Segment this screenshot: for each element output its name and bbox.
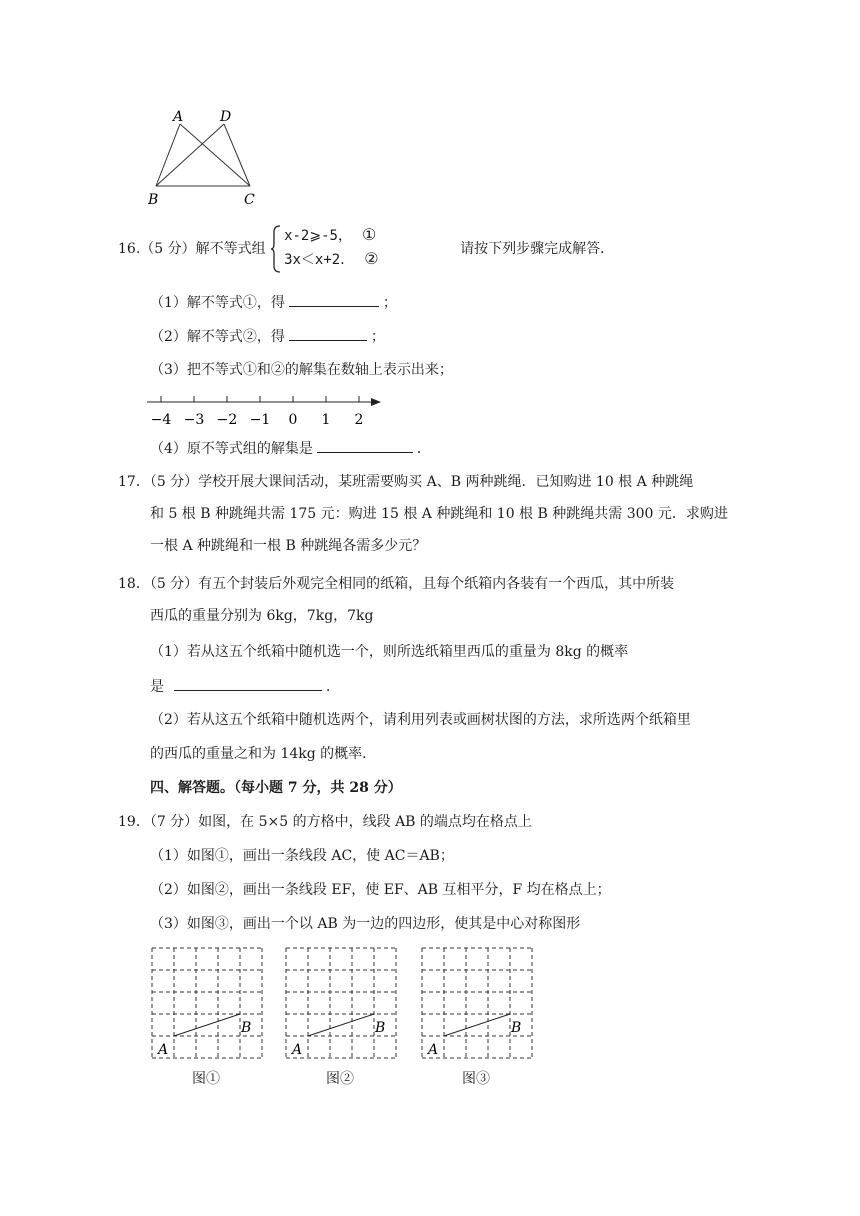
answer-blank-4[interactable] — [174, 676, 322, 691]
number-line-svg — [145, 390, 395, 430]
answer-blank-2[interactable] — [289, 326, 367, 341]
q16-step3: （3）把不等式①和②的解集在数轴上表示出来； — [150, 362, 453, 378]
grid-figure-3[interactable] — [418, 944, 538, 1069]
q16-points: （5 分） — [140, 241, 196, 257]
q16-step4: （4）原不等式组的解集是 ． — [150, 438, 431, 459]
q19-part2: （2）如图②，画出一条线段 EF，使 EF、AB 互相平分，F 均在格点上； — [150, 882, 611, 898]
grid-figure-2[interactable] — [282, 944, 402, 1069]
grid-caption-3: 图③ — [462, 1071, 490, 1087]
tick-label: 2 — [354, 412, 364, 428]
grid-label-b: B — [511, 1020, 522, 1036]
q19-part3: （3）如图③，画出一个以 AB 为一边的四边形，使其是中心对称图形 — [150, 916, 581, 932]
q19-line1: 19．（7 分）如图，在 5×5 的方格中，线段 AB 的端点均在格点上 — [118, 814, 532, 830]
brace-icon — [270, 224, 282, 274]
q16-number: 16. — [118, 241, 141, 257]
q18-line6: 的西瓜的重量之和为 14kg 的概率． — [150, 746, 377, 762]
q18-line1: 18．（5 分）有五个封装后外观完全相同的纸箱，且每个纸箱内各装有一个西瓜，其中所装 — [118, 576, 675, 592]
grid-label-a: A — [428, 1042, 439, 1058]
grid-svg-2 — [282, 944, 402, 1069]
q16-tail: 请按下列步骤完成解答． — [460, 241, 615, 257]
q18-line5: （2）若从这五个纸箱中随机选两个，请利用列表或画树状图的方法，求所选两个纸箱里 — [150, 712, 691, 728]
answer-blank-3[interactable] — [317, 438, 413, 453]
tick-label: 0 — [288, 412, 298, 428]
inequality-1: x-2⩾-5， ① — [284, 225, 377, 244]
tick-label: −4 — [150, 412, 172, 428]
section-4-title: 四、解答题。（每小题 7 分，共 28 分） — [150, 780, 402, 796]
grid-label-a: A — [292, 1042, 303, 1058]
q19-part1: （1）如图①，画出一条线段 AC，使 AC＝AB； — [150, 848, 454, 864]
q17-line2: 和 5 根 B 种跳绳共需 175 元：购进 15 根 A 种跳绳和 10 根 B 种跳绳共需 300 元．求购进 — [150, 506, 728, 522]
grid-figure-1[interactable] — [148, 944, 268, 1069]
label-d: D — [220, 109, 232, 125]
arrow-icon — [371, 398, 381, 406]
label-a: A — [173, 109, 184, 125]
tick-label: −1 — [249, 412, 271, 428]
grid-svg-3 — [418, 944, 538, 1069]
grid-svg-1 — [148, 944, 268, 1069]
triangle-diagram — [140, 108, 270, 212]
grid-caption-1: 图① — [192, 1071, 220, 1087]
grid-caption-2: 图② — [326, 1071, 354, 1087]
q17-line3: 一根 A 种跳绳和一根 B 种跳绳各需多少元？ — [150, 538, 427, 554]
tick-label: 1 — [321, 412, 331, 428]
q17-line1: 17．（5 分）学校开展大课间活动，某班需要购买 A、B 两种跳绳．已知购进 10 根 A 种跳绳 — [118, 474, 694, 490]
q16-step1: （1）解不等式①，得 ； — [150, 292, 397, 313]
answer-blank-1[interactable] — [289, 292, 379, 307]
tick-label: −3 — [183, 412, 205, 428]
grid-label-a: A — [158, 1042, 169, 1058]
inequality-2: 3x＜x+2． ② — [284, 249, 379, 268]
grid-label-b: B — [375, 1020, 386, 1036]
q18-line2: 西瓜的重量分别为 6kg，7kg，7kg — [150, 608, 374, 624]
label-c: C — [244, 192, 255, 208]
q18-line4: 是 ． — [150, 676, 340, 697]
number-line[interactable] — [145, 390, 395, 430]
triangle-figure — [140, 108, 270, 212]
inequality-system — [270, 224, 460, 274]
q16-step2: （2）解不等式②，得 ； — [150, 326, 385, 347]
tick-label: −2 — [216, 412, 238, 428]
label-b: B — [148, 192, 159, 208]
q16-intro: 解不等式组 — [195, 241, 266, 257]
q16-header — [118, 224, 614, 274]
q18-line3: （1）若从这五个纸箱中随机选一个，则所选纸箱里西瓜的重量为 8kg 的概率 — [150, 644, 629, 660]
grid-label-b: B — [241, 1020, 252, 1036]
